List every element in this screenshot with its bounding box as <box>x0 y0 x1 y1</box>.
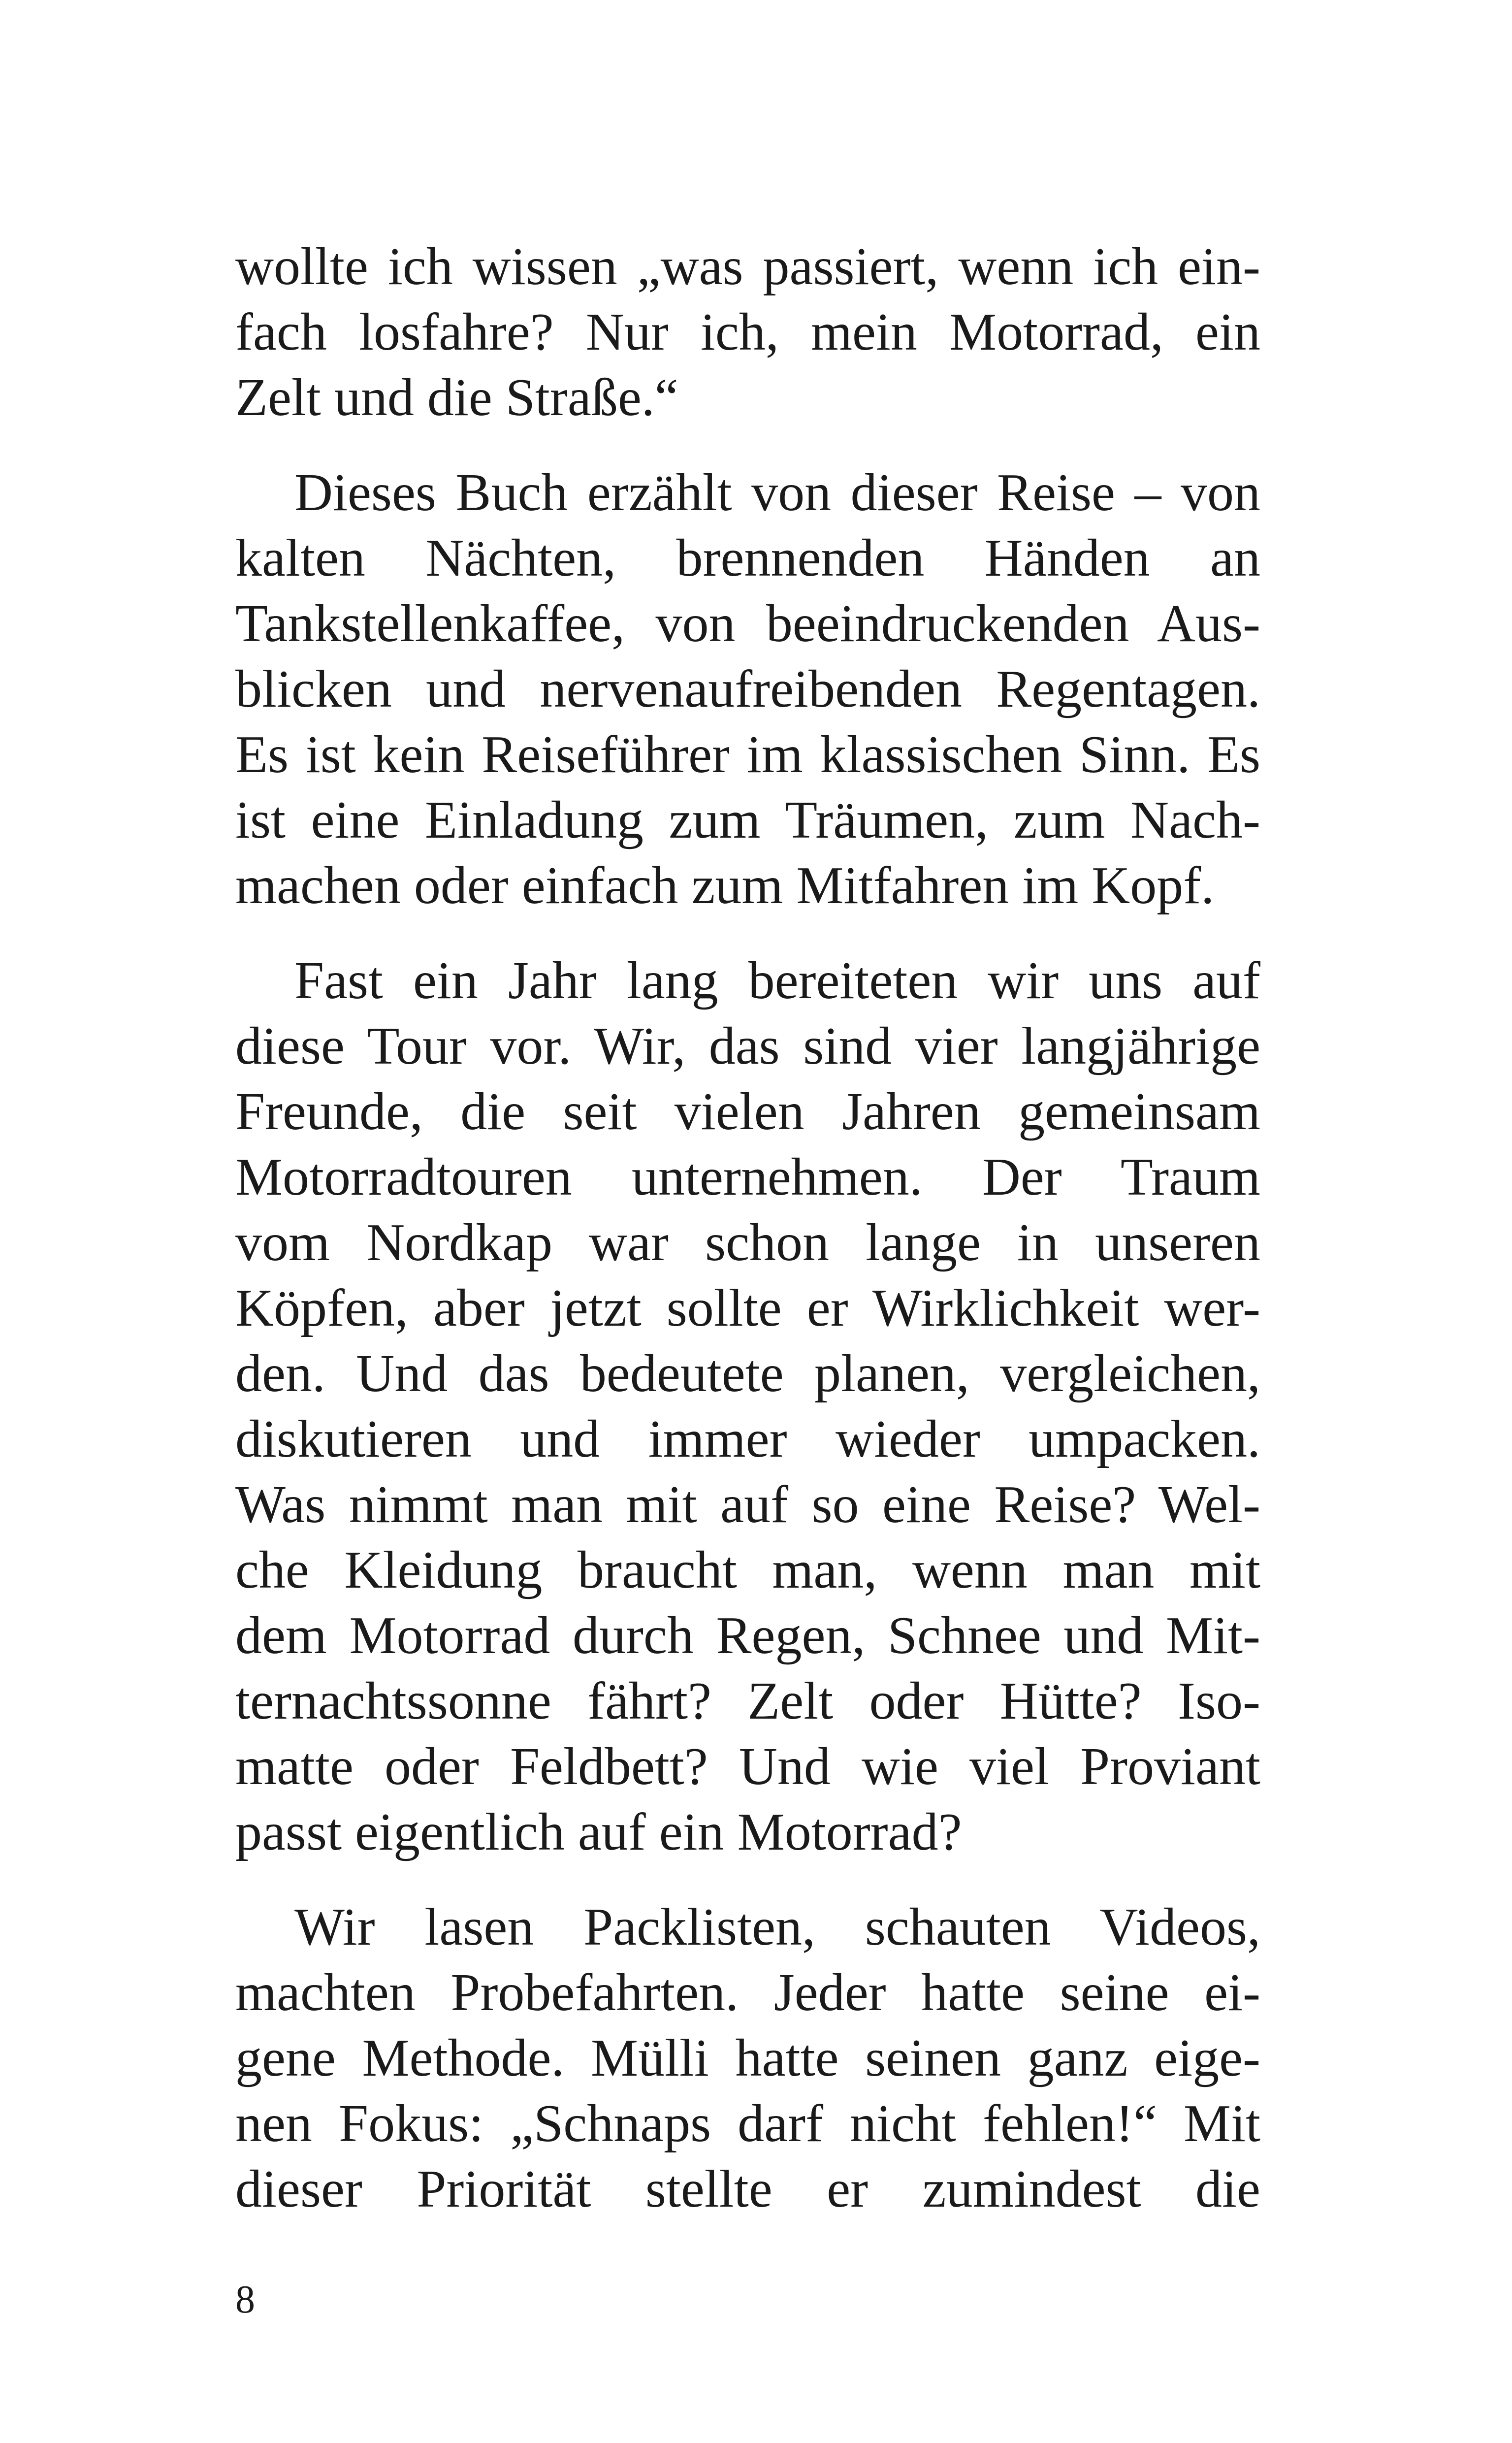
text-line: ist eine Einladung zum Träumen, zum Nach- <box>235 791 1260 849</box>
text-line: diese Tour vor. Wir, das sind vier langjährige <box>235 1017 1260 1075</box>
text-line: gene Methode. Mülli hatte seinen ganz eige- <box>235 2029 1260 2087</box>
text-line: dieser Priorität stellte er zumindest die <box>235 2160 1260 2218</box>
text-line: nen Fokus: „Schnaps darf nicht fehlen!“ Mit <box>235 2094 1260 2153</box>
text-line: dem Motorrad durch Regen, Schnee und Mit- <box>235 1606 1260 1665</box>
text-line: Dieses Buch erzählt von dieser Reise – von <box>294 463 1260 522</box>
text-line: ternachtssonne fährt? Zelt oder Hütte? Iso- <box>235 1672 1260 1730</box>
text-line: machen oder einfach zum Mitfahren im Kopf. <box>235 856 1215 915</box>
paragraph-gap <box>235 918 1260 948</box>
text-line: den. Und das bedeutete planen, vergleichen, <box>235 1344 1260 1403</box>
text-line: fach losfahre? Nur ich, mein Motorrad, ein <box>235 303 1260 361</box>
text-line: Zelt und die Straße.“ <box>235 368 678 427</box>
text-line: che Kleidung braucht man, wenn man mit <box>235 1541 1260 1599</box>
text-line: kalten Nächten, brennenden Händen an <box>235 529 1260 587</box>
text-line: matte oder Feldbett? Und wie viel Proviant <box>235 1737 1260 1796</box>
text-line: machten Probefahrten. Jeder hatte seine ei- <box>235 1963 1260 2022</box>
paragraph <box>235 1894 1260 2222</box>
text-line: wollte ich wissen „was passiert, wenn ich ein- <box>235 237 1260 296</box>
text-line: blicken und nervenaufreibenden Regentagen. <box>235 660 1260 718</box>
text-line: Es ist kein Reiseführer im klassischen Sinn. Es <box>235 725 1260 784</box>
body-text <box>235 234 1260 2222</box>
text-line: Tankstellenkaffee, von beeindruckenden Aus- <box>235 594 1260 653</box>
text-line: Fast ein Jahr lang bereiteten wir uns auf <box>294 951 1260 1010</box>
paragraph <box>235 234 1260 430</box>
text-line: Was nimmt man mit auf so eine Reise? Wel- <box>235 1475 1260 1534</box>
paragraph <box>235 948 1260 1865</box>
paragraph-gap <box>235 430 1260 460</box>
text-line: Motorradtouren unternehmen. Der Traum <box>235 1148 1260 1206</box>
page-number: 8 <box>235 2278 255 2321</box>
text-line: Köpfen, aber jetzt sollte er Wirklichkeit wer- <box>235 1279 1260 1337</box>
text-line: diskutieren und immer wieder umpacken. <box>235 1410 1260 1468</box>
text-line: Freunde, die seit vielen Jahren gemeinsam <box>235 1082 1260 1141</box>
paragraph <box>235 460 1260 918</box>
text-line: Wir lasen Packlisten, schauten Videos, <box>294 1898 1260 1956</box>
text-line: vom Nordkap war schon lange in unseren <box>235 1213 1260 1272</box>
text-line: passt eigentlich auf ein Motorrad? <box>235 1803 962 1861</box>
paragraph-gap <box>235 1865 1260 1894</box>
